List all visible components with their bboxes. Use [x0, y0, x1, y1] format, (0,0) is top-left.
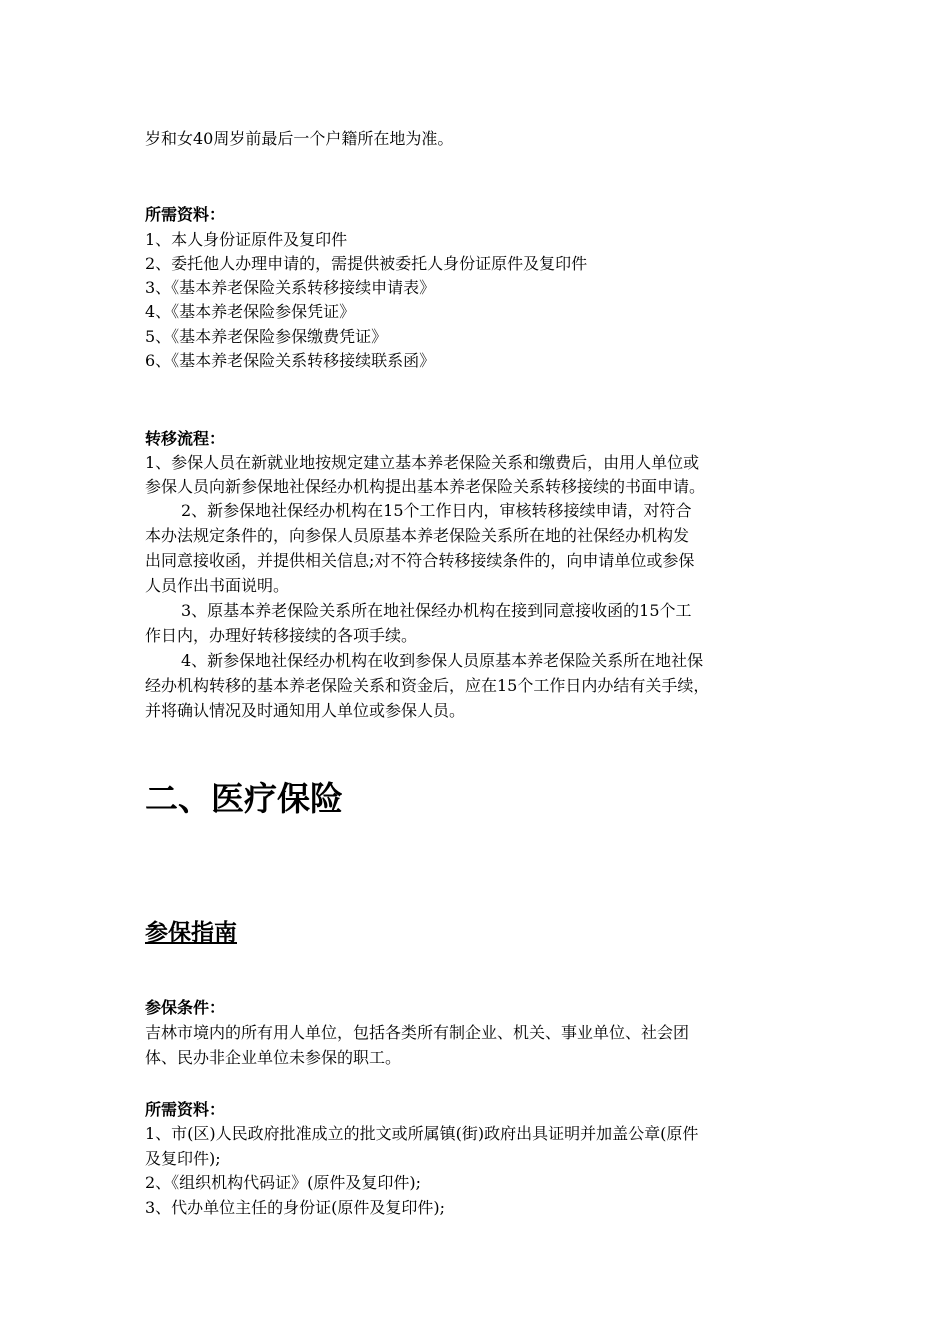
materials-item: 5、《基本养老保险参保缴费凭证》: [145, 327, 388, 346]
materials-item: 4、《基本养老保险参保凭证》: [145, 302, 356, 321]
materials-item: 1、本人身份证原件及复印件: [145, 230, 348, 249]
transfer-line: 本办法规定条件的，向参保人员原基本养老保险关系所在地的社保经办机构发: [145, 526, 690, 545]
materials-b-line: 1、市(区)人民政府批准成立的批文或所属镇(街)政府出具证明并加盖公章(原件: [145, 1124, 699, 1143]
transfer-line: 出同意接收函，并提供相关信息;对不符合转移接续条件的，向申请单位或参保: [145, 551, 695, 570]
materials-item: 6、《基本养老保险关系转移接续联系函》: [145, 351, 436, 370]
section-title: 二、医疗保险: [145, 779, 343, 818]
transfer-line: 参保人员向新参保地社保经办机构提出基本养老保险关系转移接续的书面申请。: [145, 477, 706, 496]
materials-item: 3、《基本养老保险关系转移接续申请表》: [145, 278, 436, 297]
materials-b-line: 3、代办单位主任的身份证(原件及复印件);: [145, 1198, 446, 1217]
transfer-line: 3、原基本养老保险关系所在地社保经办机构在接到同意接收函的15个工: [181, 601, 692, 620]
conditions-heading: 参保条件：: [145, 998, 226, 1017]
materials-b-heading: 所需资料：: [145, 1100, 226, 1119]
materials-b-line: 及复印件);: [145, 1149, 221, 1168]
conditions-line: 吉林市境内的所有用人单位，包括各类所有制企业、机关、事业单位、社会团: [145, 1023, 690, 1042]
transfer-line: 2、新参保地社保经办机构在15个工作日内，审核转移接续申请，对符合: [181, 501, 692, 520]
transfer-line: 人员作出书面说明。: [145, 576, 290, 595]
transfer-line: 经办机构转移的基本养老保险关系和资金后，应在15个工作日内办结有关手续，: [145, 676, 710, 695]
transfer-line: 作日内，办理好转移接续的各项手续。: [145, 626, 418, 645]
guide-title: 参保指南: [145, 919, 237, 946]
transfer-line: 并将确认情况及时通知用人单位或参保人员。: [145, 701, 466, 720]
materials-item: 2、委托他人办理申请的，需提供被委托人身份证原件及复印件: [145, 254, 588, 273]
intro-line: 岁和女40周岁前最后一个户籍所在地为准。: [145, 129, 454, 148]
transfer-line: 4、新参保地社保经办机构在收到参保人员原基本养老保险关系所在地社保: [181, 651, 704, 670]
conditions-line: 体、民办非企业单位未参保的职工。: [145, 1048, 402, 1067]
materials-heading: 所需资料：: [145, 205, 226, 224]
transfer-line: 1、参保人员在新就业地按规定建立基本养老保险关系和缴费后，由用人单位或: [145, 453, 700, 472]
materials-b-line: 2、《组织机构代码证》(原件及复印件);: [145, 1173, 422, 1192]
transfer-heading: 转移流程：: [145, 429, 226, 448]
